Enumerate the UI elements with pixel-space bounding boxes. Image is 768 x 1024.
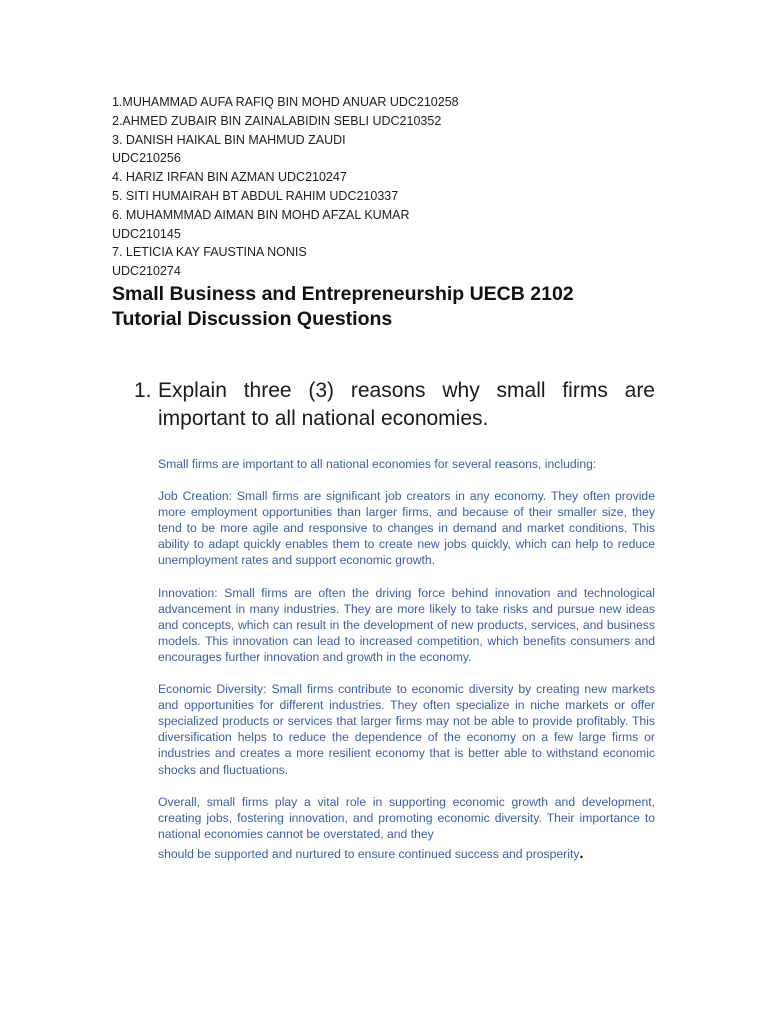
answer-innovation: Innovation: Small firms are often the driving force behind innovation and technological advancement in many industries. They are more likely to take risks and pursue new ideas and concepts, which can result in the development of new products, services, and business models. This innovation can lead to increased competition, which benefits consumers and encourages further innovation and growth in the economy. [158, 585, 655, 664]
answer-closing [158, 846, 655, 862]
member-line: UDC210274 [112, 264, 181, 279]
closing-period: . [579, 844, 584, 862]
answer-overall-text: Overall, small firms play a vital role in supporting economic growth and development, creating jobs, fostering innovation, and promoting economic diversity. Their importance to national economies cannot be overstated, and they [158, 794, 655, 841]
title-line-subtitle: Tutorial Discussion Questions [112, 308, 393, 330]
group-member-list [112, 93, 612, 281]
member-line: 1.MUHAMMAD AUFA RAFIQ BIN MOHD ANUAR UDC210258 [112, 95, 459, 109]
answer-body [158, 456, 655, 878]
member-line: 4. HARIZ IRFAN BIN AZMAN UDC210247 [112, 170, 347, 185]
member-line: 2.AHMED ZUBAIR BIN ZAINALABIDIN SEBLI UDC210352 [112, 113, 442, 128]
answer-intro: Small firms are important to all national economies for several reasons, including: [158, 457, 597, 471]
question-item [134, 377, 655, 433]
member-line: 3. DANISH HAIKAL BIN MAHMUD ZAUDI [112, 132, 346, 147]
answer-economic-diversity: Economic Diversity: Small firms contribute to economic diversity by creating new markets and opportunities for different industries. They often specialize in niche markets or offer specialized products or services that larger firms may not be able to provide profitably. This diversification helps to reduce the dependence of the economy on a few large firms or industries and creates a more resilient economy that is better able to withstand economic shocks and fluctuations. [158, 682, 655, 777]
title-line-course: Small Business and Entrepreneurship UECB 2102 [112, 283, 574, 305]
member-line: UDC210145 [112, 226, 181, 241]
answer-closing-text: should be supported and nurtured to ensure continued success and prosperity [158, 846, 580, 861]
answer-overall [158, 794, 655, 842]
member-line: 5. SITI HUMAIRAH BT ABDUL RAHIM UDC210337 [112, 188, 399, 203]
member-line: 7. LETICIA KAY FAUSTINA NONIS [112, 245, 307, 260]
question-text: Explain three (3) reasons why small firms are important to all national economies. [158, 379, 655, 430]
member-line: 6. MUHAMMMAD AIMAN BIN MOHD AFZAL KUMAR [112, 207, 410, 222]
member-line: UDC210256 [112, 151, 181, 166]
answer-job-creation: Job Creation: Small firms are significant job creators in any economy. They often provide more employment opportunities than larger firms, and because of their smaller size, they tend to be more agile and responsive to changes in demand and market conditions. This ability to adapt quickly enables them to create new jobs quickly, which can help to reduce unemployment rates and support economic growth. [158, 489, 655, 568]
question-number: 1. [134, 379, 152, 402]
document-title [112, 282, 672, 332]
